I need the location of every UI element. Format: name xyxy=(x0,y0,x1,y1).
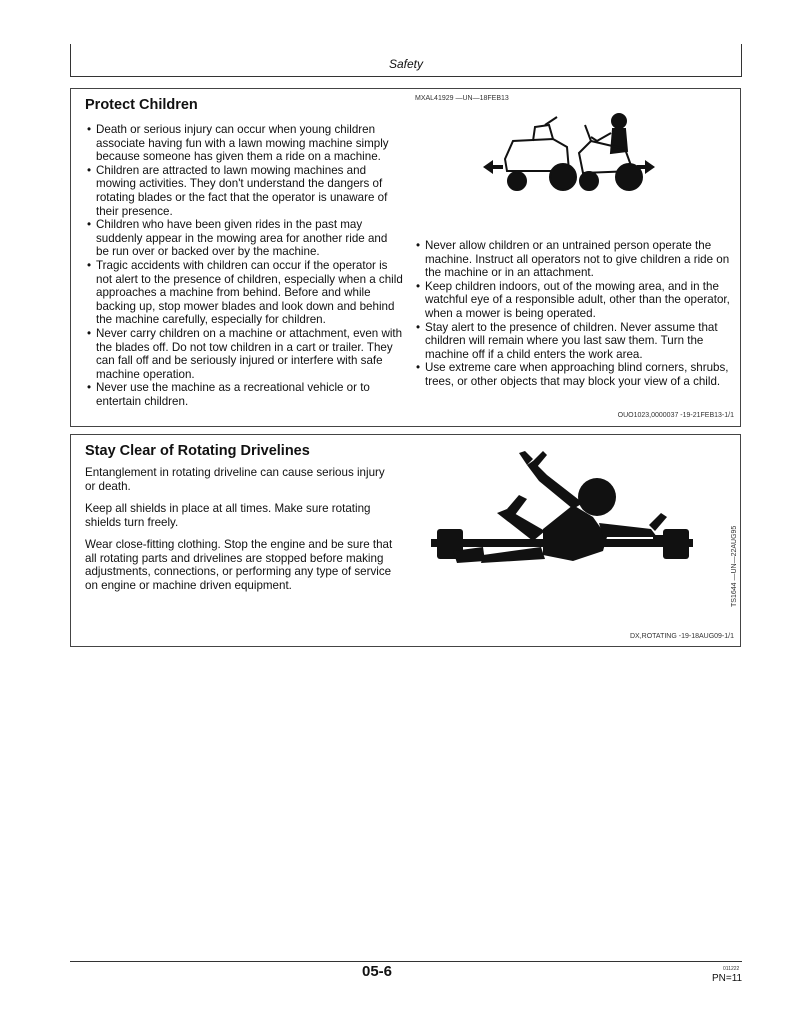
mower-children-illustration xyxy=(483,111,655,201)
reference-code: DX,ROTATING -19-18AUG09-1/1 xyxy=(630,633,734,640)
section-header: Safety xyxy=(388,57,424,71)
riding-mower-with-operator-icon xyxy=(579,114,642,190)
left-bullet-list xyxy=(87,123,403,408)
bullet-item: • Death or serious injury can occur when young children associate having fun with a lawn mowing machine simply because someone has given them a ride on a machine. xyxy=(87,123,403,164)
image-id: MXAL41929 —UN—18FEB13 xyxy=(415,95,509,102)
driveline-entanglement-icon xyxy=(423,451,703,581)
section-title: Stay Clear of Rotating Drivelines xyxy=(85,443,310,459)
paragraph: Entanglement in rotating driveline can cause serious injury or death. xyxy=(85,466,385,493)
footer-rule xyxy=(70,961,742,962)
bullet-item: • Use extreme care when approaching blind corners, shrubs, trees, or other objects that may block your view of a child. xyxy=(416,361,732,388)
bullet-item: • Keep children indoors, out of the mowing area, and in the watchful eye of a responsible adult, other than the operator, when a mower is being operated. xyxy=(416,280,732,321)
paragraph: Keep all shields in place at all times. Make sure rotating shields turn freely. xyxy=(85,502,371,529)
pn-label: PN=11 xyxy=(712,973,743,984)
bullet-item: • Never carry children on a machine or attachment, even with the blades off. Do not tow children in a cart or trailer. They can fall off and be seriously injured or interfere with safe machine operation. xyxy=(87,327,403,381)
bullet-item: • Never use the machine as a recreational vehicle or to entertain children. xyxy=(87,381,403,408)
reference-code: OUO1023,0000037 -19-21FEB13-1/1 xyxy=(617,412,734,419)
footer-code: 011222 xyxy=(723,966,740,972)
bullet-item: • Children who have been given rides in the past may suddenly appear in the mowing area for another ride and be run over or backed over by the machine. xyxy=(87,218,403,259)
rotating-drivelines-section xyxy=(70,434,741,647)
riding-mower-outline-icon xyxy=(505,117,576,190)
bullet-item: • Children are attracted to lawn mowing machines and mowing activities. They don't understand the dangers of rotating blades or the fact that the operator is unaware of their presence. xyxy=(87,164,403,218)
right-bullet-list xyxy=(416,239,732,389)
bullet-item: • Stay alert to the presence of children. Never assume that children will remain where you last saw them. Turn the machine off if a child enters the work area. xyxy=(416,321,732,362)
section-title: Protect Children xyxy=(85,97,198,113)
header-rule xyxy=(70,76,742,77)
protect-children-section xyxy=(70,88,741,427)
paragraph: Wear close-fitting clothing. Stop the engine and be sure that all rotating parts and drivelines are stopped before making adjustments, connections, or performing any type of service on engine or machine driven equipment. xyxy=(85,538,393,592)
image-id: TS1644 —UN—22AUG95 xyxy=(731,525,738,607)
page-number: 05-6 xyxy=(362,963,393,980)
bullet-item: • Tragic accidents with children can occur if the operator is not alert to the presence of children, especially when a child approaches a machine from behind. Before and while backing up, stop mower blades and look down and behind the machine carefully, especially for children. xyxy=(87,259,403,327)
bullet-item: • Never allow children or an untrained person operate the machine. Instruct all operators not to give children a ride on the machine or in an attachment. xyxy=(416,239,732,280)
